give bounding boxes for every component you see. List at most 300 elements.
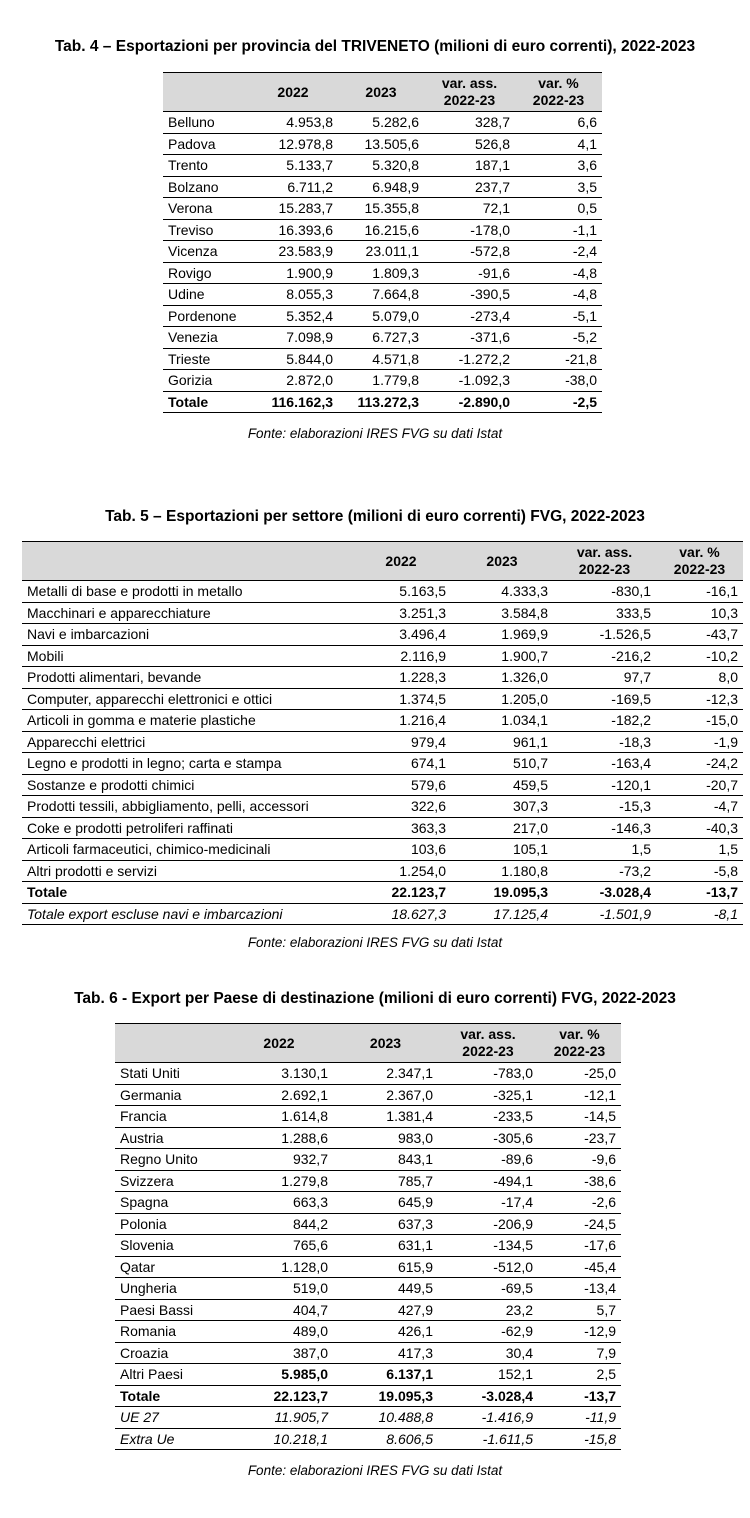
- table-5: [22, 541, 743, 925]
- table-cell: 4.333,3: [451, 581, 553, 603]
- table-cell: 116.162,3: [248, 391, 338, 413]
- table-cell: -512,0: [438, 1256, 538, 1278]
- table-row: [163, 262, 602, 284]
- table-cell: 5.133,7: [248, 155, 338, 177]
- table-row: [22, 817, 743, 839]
- table-cell: 1.180,8: [451, 860, 553, 882]
- column-header: [225, 1024, 333, 1063]
- table-4-title: Tab. 4 – Esportazioni per provincia del TRIVENETO (milioni di euro correnti), 2022-2023: [54, 38, 696, 55]
- table-cell: -134,5: [438, 1235, 538, 1257]
- column-header: [351, 542, 451, 581]
- row-label: Venezia: [163, 327, 248, 349]
- table-cell: 363,3: [351, 817, 451, 839]
- table-cell: -13,7: [656, 882, 743, 904]
- table-cell: -182,2: [553, 710, 656, 732]
- table-row: [163, 176, 602, 198]
- table-cell: -1,9: [656, 731, 743, 753]
- row-label: Articoli in gomma e materie plastiche: [22, 710, 351, 732]
- row-label: Spagna: [115, 1192, 225, 1214]
- table-cell: -494,1: [438, 1170, 538, 1192]
- table-cell: -371,6: [424, 327, 515, 349]
- table-cell: 5.282,6: [338, 112, 424, 134]
- table-6-title: Tab. 6 - Export per Paese di destinazione (milioni di euro correnti) FVG, 2022-2023: [74, 990, 676, 1007]
- column-header-period: 2022-23: [578, 561, 631, 577]
- table-cell: -38,0: [515, 370, 602, 392]
- table-cell: 10.218,1: [225, 1428, 333, 1450]
- row-label: Totale export escluse navi e imbarcazioni: [22, 903, 351, 925]
- table-row: [115, 1063, 621, 1085]
- table-cell: 5.352,4: [248, 305, 338, 327]
- table-row: [163, 348, 602, 370]
- row-label: Prodotti tessili, abbigliamento, pelli, accessori: [22, 796, 351, 818]
- table-cell: -216,2: [553, 645, 656, 667]
- table-cell: 10,3: [656, 602, 743, 624]
- row-label: Prodotti alimentari, bevande: [22, 667, 351, 689]
- table-row: [22, 796, 743, 818]
- table-cell: -1.526,5: [553, 624, 656, 646]
- table-cell: -4,8: [515, 262, 602, 284]
- table-row: [115, 1342, 621, 1364]
- row-label: Altri prodotti e servizi: [22, 860, 351, 882]
- table-cell: -12,1: [538, 1084, 621, 1106]
- table-cell: 4.953,8: [248, 112, 338, 134]
- table-cell: -69,5: [438, 1278, 538, 1300]
- row-label: Pordenone: [163, 305, 248, 327]
- table-cell: 615,9: [333, 1256, 438, 1278]
- table-cell: 5.079,0: [338, 305, 424, 327]
- table-cell: -12,9: [538, 1321, 621, 1343]
- table-row: [22, 581, 743, 603]
- table-cell: 19.095,3: [333, 1385, 438, 1407]
- table-cell: -830,1: [553, 581, 656, 603]
- table-cell: 1.374,5: [351, 688, 451, 710]
- table-row: [22, 839, 743, 861]
- table-cell: 1.779,8: [338, 370, 424, 392]
- row-label: Trieste: [163, 348, 248, 370]
- column-header-label: var. %: [679, 544, 720, 560]
- row-label: Navi e imbarcazioni: [22, 624, 351, 646]
- table-cell: -1.092,3: [424, 370, 515, 392]
- table-cell: 5.985,0: [225, 1364, 333, 1386]
- table-cell: 1.128,0: [225, 1256, 333, 1278]
- table-row: [22, 688, 743, 710]
- table-cell: 6.711,2: [248, 176, 338, 198]
- table-cell: 1.969,9: [451, 624, 553, 646]
- table-row: [22, 731, 743, 753]
- column-header: [424, 73, 515, 112]
- table-cell: -273,4: [424, 305, 515, 327]
- table-cell: 459,5: [451, 774, 553, 796]
- table-row: [22, 624, 743, 646]
- table-row: [163, 133, 602, 155]
- table-cell: 6,6: [515, 112, 602, 134]
- table-cell: 103,6: [351, 839, 451, 861]
- row-label: Computer, apparecchi elettronici e ottici: [22, 688, 351, 710]
- table-row: [22, 602, 743, 624]
- column-header: [248, 73, 338, 112]
- table-cell: 2.692,1: [225, 1084, 333, 1106]
- column-header-label: var. ass.: [441, 75, 498, 91]
- table-cell: 404,7: [225, 1299, 333, 1321]
- table-cell: -10,2: [656, 645, 743, 667]
- table-cell: -146,3: [553, 817, 656, 839]
- column-header-label: 2022: [263, 1035, 295, 1051]
- row-label: Romania: [115, 1321, 225, 1343]
- column-header-label: 2022: [277, 84, 309, 100]
- table-cell: -8,1: [656, 903, 743, 925]
- table-cell: -43,7: [656, 624, 743, 646]
- table-cell: 19.095,3: [451, 882, 553, 904]
- column-header: [538, 1024, 621, 1063]
- row-label: Bolzano: [163, 176, 248, 198]
- table-cell: -1.416,9: [438, 1407, 538, 1429]
- column-header: [22, 542, 351, 581]
- table-row: [115, 1428, 621, 1450]
- column-header: [553, 542, 656, 581]
- table-cell: 1.205,0: [451, 688, 553, 710]
- column-header-period: 2022-23: [553, 1043, 606, 1059]
- table-cell: 2.116,9: [351, 645, 451, 667]
- table-cell: -178,0: [424, 219, 515, 241]
- table-cell: -2.890,0: [424, 391, 515, 413]
- column-header: [515, 73, 602, 112]
- row-label: Macchinari e apparecchiature: [22, 602, 351, 624]
- table-cell: 637,3: [333, 1213, 438, 1235]
- table-cell: -13,4: [538, 1278, 621, 1300]
- table-cell: -89,6: [438, 1149, 538, 1171]
- table-cell: 23.011,1: [338, 241, 424, 263]
- table-row: [22, 882, 743, 904]
- table-cell: 15.283,7: [248, 198, 338, 220]
- table-cell: 237,7: [424, 176, 515, 198]
- column-header-label: var. ass.: [576, 544, 633, 560]
- table-cell: -24,2: [656, 753, 743, 775]
- table-5-title: Tab. 5 – Esportazioni per settore (milioni di euro correnti) FVG, 2022-2023: [105, 508, 645, 525]
- table-row: [115, 1385, 621, 1407]
- table-cell: 307,3: [451, 796, 553, 818]
- table-cell: 1.279,8: [225, 1170, 333, 1192]
- table-cell: 1.381,4: [333, 1106, 438, 1128]
- row-label: UE 27: [115, 1407, 225, 1429]
- row-label: Extra Ue: [115, 1428, 225, 1450]
- table-cell: -17,6: [538, 1235, 621, 1257]
- table-row: [163, 112, 602, 134]
- table-cell: 3,5: [515, 176, 602, 198]
- table-row: [22, 860, 743, 882]
- table-cell: 1.900,7: [451, 645, 553, 667]
- table-cell: 785,7: [333, 1170, 438, 1192]
- column-header: [656, 542, 743, 581]
- table-cell: 23.583,9: [248, 241, 338, 263]
- table-cell: -169,5: [553, 688, 656, 710]
- table-cell: -206,9: [438, 1213, 538, 1235]
- table-cell: 333,5: [553, 602, 656, 624]
- table-cell: 1.614,8: [225, 1106, 333, 1128]
- table-row: [115, 1299, 621, 1321]
- table-cell: 765,6: [225, 1235, 333, 1257]
- row-label: Treviso: [163, 219, 248, 241]
- table-cell: 1.326,0: [451, 667, 553, 689]
- row-label: Gorizia: [163, 370, 248, 392]
- table-cell: 526,8: [424, 133, 515, 155]
- table-cell: 217,0: [451, 817, 553, 839]
- table-cell: 3,6: [515, 155, 602, 177]
- table-cell: 5,7: [538, 1299, 621, 1321]
- row-label: Totale: [163, 391, 248, 413]
- table-cell: 1,5: [656, 839, 743, 861]
- table-cell: 17.125,4: [451, 903, 553, 925]
- table-cell: -25,0: [538, 1063, 621, 1085]
- column-header-label: 2023: [486, 553, 518, 569]
- table-cell: 3.584,8: [451, 602, 553, 624]
- table-cell: -3.028,4: [438, 1385, 538, 1407]
- table-cell: 22.123,7: [225, 1385, 333, 1407]
- row-label: Stati Uniti: [115, 1063, 225, 1085]
- table-row: [163, 155, 602, 177]
- table-cell: -24,5: [538, 1213, 621, 1235]
- table-cell: -2,4: [515, 241, 602, 263]
- row-label: Mobili: [22, 645, 351, 667]
- table-cell: -16,1: [656, 581, 743, 603]
- table-row: [163, 241, 602, 263]
- table-cell: 579,6: [351, 774, 451, 796]
- column-header-period: 2022-23: [673, 561, 726, 577]
- header-row: [115, 1024, 621, 1063]
- table-cell: -5,8: [656, 860, 743, 882]
- row-label: Totale: [115, 1385, 225, 1407]
- table-cell: 7.664,8: [338, 284, 424, 306]
- table-row: [22, 710, 743, 732]
- table-cell: 5.163,5: [351, 581, 451, 603]
- row-label: Legno e prodotti in legno; carta e stampa: [22, 753, 351, 775]
- table-cell: 387,0: [225, 1342, 333, 1364]
- table-cell: 844,2: [225, 1213, 333, 1235]
- table-cell: 1.216,4: [351, 710, 451, 732]
- table-cell: 23,2: [438, 1299, 538, 1321]
- table-cell: -390,5: [424, 284, 515, 306]
- table-cell: 449,5: [333, 1278, 438, 1300]
- table-cell: 113.272,3: [338, 391, 424, 413]
- table-cell: -5,1: [515, 305, 602, 327]
- table-cell: 4.571,8: [338, 348, 424, 370]
- table-cell: -572,8: [424, 241, 515, 263]
- row-label: Articoli farmaceutici, chimico-medicinali: [22, 839, 351, 861]
- row-label: Slovenia: [115, 1235, 225, 1257]
- column-header-label: var. %: [559, 1026, 600, 1042]
- table-cell: -4,8: [515, 284, 602, 306]
- table-row: [115, 1170, 621, 1192]
- table-cell: -325,1: [438, 1084, 538, 1106]
- column-header-period: 2022-23: [532, 92, 585, 108]
- table-cell: 72,1: [424, 198, 515, 220]
- row-label: Vicenza: [163, 241, 248, 263]
- column-header: [438, 1024, 538, 1063]
- table-cell: -20,7: [656, 774, 743, 796]
- table-cell: 1.228,3: [351, 667, 451, 689]
- table-cell: 5.320,8: [338, 155, 424, 177]
- column-header: [163, 73, 248, 112]
- table-cell: -1.272,2: [424, 348, 515, 370]
- column-header-period: 2022-23: [462, 1043, 514, 1059]
- table-row: [22, 753, 743, 775]
- table-row: [22, 774, 743, 796]
- table-cell: 11.905,7: [225, 1407, 333, 1429]
- column-header-label: var. %: [538, 75, 579, 91]
- table-cell: -9,6: [538, 1149, 621, 1171]
- table-cell: 1.900,9: [248, 262, 338, 284]
- table-5-source: Fonte: elaborazioni IRES FVG su dati Istat: [247, 935, 503, 950]
- table-cell: 3.496,4: [351, 624, 451, 646]
- row-label: Ungheria: [115, 1278, 225, 1300]
- table-cell: 15.355,8: [338, 198, 424, 220]
- row-label: Sostanze e prodotti chimici: [22, 774, 351, 796]
- table-cell: 22.123,7: [351, 882, 451, 904]
- table-cell: -15,0: [656, 710, 743, 732]
- row-label: Austria: [115, 1127, 225, 1149]
- table-row: [115, 1192, 621, 1214]
- table-row: [115, 1127, 621, 1149]
- table-cell: 5.844,0: [248, 348, 338, 370]
- table-cell: -45,4: [538, 1256, 621, 1278]
- table-cell: 8.055,3: [248, 284, 338, 306]
- table-cell: -73,2: [553, 860, 656, 882]
- table-row: [163, 284, 602, 306]
- table-cell: 16.215,6: [338, 219, 424, 241]
- table-4-source: Fonte: elaborazioni IRES FVG su dati Istat: [247, 426, 503, 441]
- table-cell: -21,8: [515, 348, 602, 370]
- table-cell: 7.098,9: [248, 327, 338, 349]
- table-cell: 105,1: [451, 839, 553, 861]
- row-label: Totale: [22, 882, 351, 904]
- table-row: [115, 1278, 621, 1300]
- table-cell: -1,1: [515, 219, 602, 241]
- table-row: [115, 1084, 621, 1106]
- table-cell: -2,6: [538, 1192, 621, 1214]
- table-cell: 1.288,6: [225, 1127, 333, 1149]
- table-cell: 16.393,6: [248, 219, 338, 241]
- table-cell: -38,6: [538, 1170, 621, 1192]
- table-row: [115, 1235, 621, 1257]
- table-cell: 843,1: [333, 1149, 438, 1171]
- table-cell: -305,6: [438, 1127, 538, 1149]
- header-row: [163, 73, 602, 112]
- table-cell: 6.948,9: [338, 176, 424, 198]
- table-cell: 426,1: [333, 1321, 438, 1343]
- table-row: [163, 391, 602, 413]
- row-label: Verona: [163, 198, 248, 220]
- header-row: [22, 542, 743, 581]
- column-header-label: var. ass.: [460, 1026, 516, 1042]
- table-cell: -5,2: [515, 327, 602, 349]
- table-cell: 510,7: [451, 753, 553, 775]
- table-cell: -3.028,4: [553, 882, 656, 904]
- table-cell: 7,9: [538, 1342, 621, 1364]
- table-row: [163, 327, 602, 349]
- table-row: [22, 667, 743, 689]
- column-header: [338, 73, 424, 112]
- table-cell: 961,1: [451, 731, 553, 753]
- table-cell: -91,6: [424, 262, 515, 284]
- table-row: [115, 1149, 621, 1171]
- table-row: [22, 645, 743, 667]
- table-cell: 417,3: [333, 1342, 438, 1364]
- table-cell: 30,4: [438, 1342, 538, 1364]
- row-label: Paesi Bassi: [115, 1299, 225, 1321]
- table-cell: -23,7: [538, 1127, 621, 1149]
- table-cell: 187,1: [424, 155, 515, 177]
- table-row: [115, 1407, 621, 1429]
- table-cell: -62,9: [438, 1321, 538, 1343]
- table-cell: -13,7: [538, 1385, 621, 1407]
- table-cell: 1,5: [553, 839, 656, 861]
- table-cell: -1.501,9: [553, 903, 656, 925]
- table-row: [115, 1256, 621, 1278]
- row-label: Udine: [163, 284, 248, 306]
- table-cell: 322,6: [351, 796, 451, 818]
- table-cell: 983,0: [333, 1127, 438, 1149]
- table-cell: -15,3: [553, 796, 656, 818]
- table-row: [115, 1364, 621, 1386]
- row-label: Trento: [163, 155, 248, 177]
- table-row: [163, 198, 602, 220]
- table-cell: -783,0: [438, 1063, 538, 1085]
- row-label: Polonia: [115, 1213, 225, 1235]
- table-cell: 2,5: [538, 1364, 621, 1386]
- table-cell: -4,7: [656, 796, 743, 818]
- table-row: [115, 1213, 621, 1235]
- row-label: Coke e prodotti petroliferi raffinati: [22, 817, 351, 839]
- table-cell: 489,0: [225, 1321, 333, 1343]
- table-cell: 2.872,0: [248, 370, 338, 392]
- table-cell: 13.505,6: [338, 133, 424, 155]
- row-label: Francia: [115, 1106, 225, 1128]
- table-6-source: Fonte: elaborazioni IRES FVG su dati Istat: [247, 1463, 503, 1478]
- column-header: [115, 1024, 225, 1063]
- table-cell: -17,4: [438, 1192, 538, 1214]
- column-header-label: 2022: [385, 553, 417, 569]
- row-label: Qatar: [115, 1256, 225, 1278]
- table-cell: 2.347,1: [333, 1063, 438, 1085]
- table-cell: -14,5: [538, 1106, 621, 1128]
- table-row: [22, 903, 743, 925]
- row-label: Croazia: [115, 1342, 225, 1364]
- table-cell: 6.137,1: [333, 1364, 438, 1386]
- table-cell: 97,7: [553, 667, 656, 689]
- table-cell: 0,5: [515, 198, 602, 220]
- table-cell: 8,0: [656, 667, 743, 689]
- table-cell: 663,3: [225, 1192, 333, 1214]
- table-row: [115, 1321, 621, 1343]
- column-header: [333, 1024, 438, 1063]
- table-cell: 8.606,5: [333, 1428, 438, 1450]
- table-cell: -163,4: [553, 753, 656, 775]
- table-cell: -2,5: [515, 391, 602, 413]
- table-cell: 152,1: [438, 1364, 538, 1386]
- table-cell: 6.727,3: [338, 327, 424, 349]
- column-header-period: 2022-23: [443, 92, 496, 108]
- table-cell: 1.034,1: [451, 710, 553, 732]
- table-cell: -12,3: [656, 688, 743, 710]
- row-label: Svizzera: [115, 1170, 225, 1192]
- row-label: Metalli di base e prodotti in metallo: [22, 581, 351, 603]
- column-header-label: 2023: [365, 84, 397, 100]
- row-label: Altri Paesi: [115, 1364, 225, 1386]
- table-cell: 2.367,0: [333, 1084, 438, 1106]
- table-cell: -120,1: [553, 774, 656, 796]
- table-cell: -233,5: [438, 1106, 538, 1128]
- table-cell: 18.627,3: [351, 903, 451, 925]
- table-row: [163, 305, 602, 327]
